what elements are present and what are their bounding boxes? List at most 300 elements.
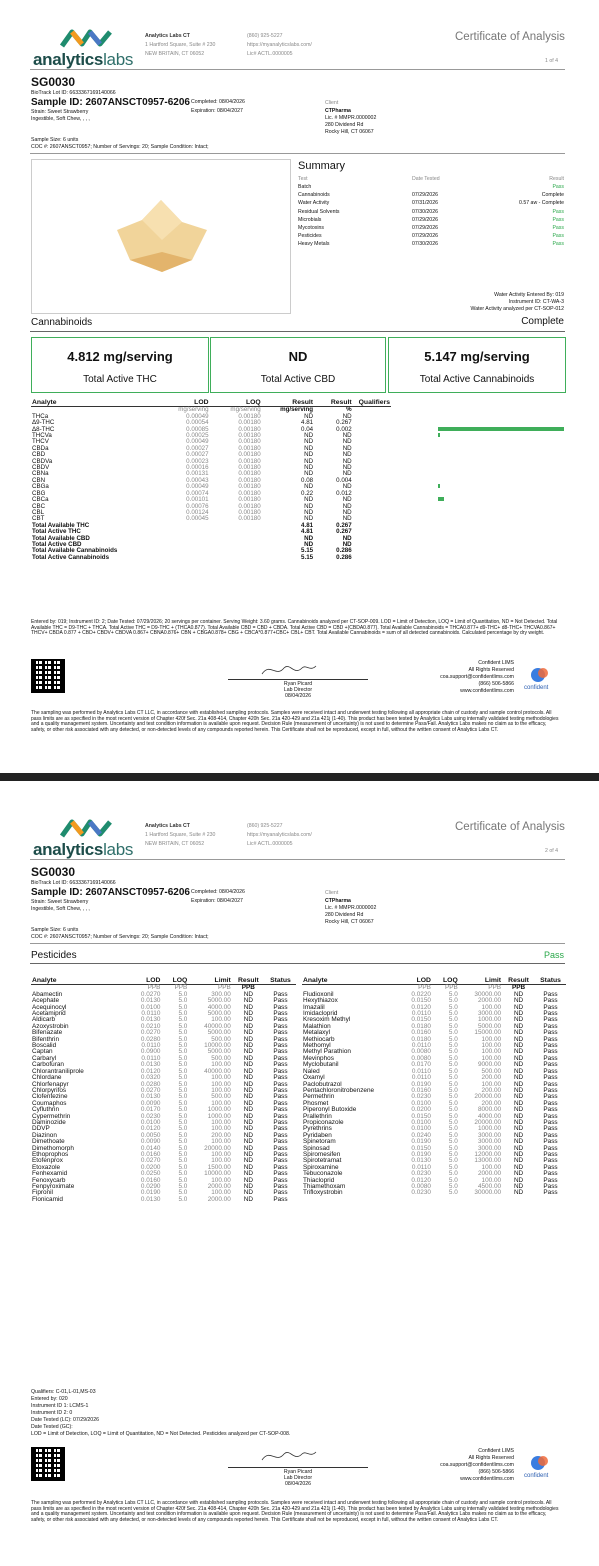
loq-value: 5.0 bbox=[448, 1061, 458, 1069]
status-value: Pass bbox=[273, 1170, 288, 1178]
status-value: Pass bbox=[543, 1125, 558, 1133]
loq-value: 5.0 bbox=[448, 990, 458, 998]
status-value: Pass bbox=[543, 1131, 558, 1139]
lod-value: 0.0130 bbox=[140, 1093, 161, 1101]
lab-name: Analytics Labs CT bbox=[145, 823, 190, 829]
cannabinoid-bar bbox=[438, 427, 564, 431]
loq-value: 5.0 bbox=[448, 1010, 458, 1018]
limit-value: 500.00 bbox=[211, 1035, 231, 1043]
analyte-name: Fenoxycarb bbox=[32, 1176, 66, 1184]
total-name: Total Available THC bbox=[32, 521, 90, 529]
status-value: Pass bbox=[543, 1183, 558, 1190]
analyte-name: CBDVa bbox=[32, 457, 53, 465]
loq-value: 5.0 bbox=[448, 1170, 458, 1178]
result-mg: ND bbox=[304, 438, 314, 446]
status-value: Pass bbox=[273, 1093, 288, 1101]
lod-value: 0.00101 bbox=[186, 496, 209, 504]
client-label: Client bbox=[325, 100, 339, 106]
doc-title: Certificate of Analysis bbox=[455, 821, 565, 833]
result-value: ND bbox=[243, 1106, 253, 1114]
lod-value: 0.0170 bbox=[140, 1106, 161, 1114]
status-value: Pass bbox=[273, 1074, 288, 1082]
loq-value: 0.00180 bbox=[238, 476, 261, 484]
loq-value: 5.0 bbox=[178, 1099, 188, 1107]
strain: Strain: Sweet Strawberry bbox=[31, 899, 89, 905]
status-value: Pass bbox=[543, 1054, 558, 1062]
status-value: Pass bbox=[543, 1189, 558, 1197]
status-value: Pass bbox=[273, 990, 288, 998]
confident-email[interactable]: coa.support@confidentlims.com bbox=[440, 674, 514, 680]
total-active-cannabinoids-box bbox=[388, 337, 566, 393]
analyte-name: Thiamethoxam bbox=[303, 1183, 346, 1190]
analyte-name: Permethrin bbox=[303, 1093, 335, 1101]
table-units-row bbox=[302, 985, 566, 992]
result-mg: ND bbox=[304, 444, 314, 452]
result-pct: 0.002 bbox=[336, 425, 352, 433]
total-active-thc-value: 4.812 mg/serving bbox=[67, 349, 173, 364]
confident-email[interactable]: coa.support@confidentlims.com bbox=[440, 1462, 514, 1468]
lod-value: 0.0090 bbox=[140, 1099, 161, 1107]
sample-type: Ingestible, Soft Chew, , , , bbox=[31, 116, 90, 122]
result-pct: ND bbox=[342, 496, 352, 504]
cannabinoids-title: Cannabinoids bbox=[31, 317, 93, 328]
status-value: Pass bbox=[273, 1035, 288, 1043]
limit-value: 20000.00 bbox=[474, 1118, 502, 1126]
analyte-name: Acetamiprid bbox=[32, 1010, 66, 1018]
coa-page-2 bbox=[0, 790, 599, 1566]
sample-code: SG0030 bbox=[31, 865, 76, 879]
table-header-row bbox=[31, 978, 296, 985]
result-pct: ND bbox=[342, 470, 352, 478]
column-header: Result bbox=[232, 978, 265, 985]
signer-title: Lab Director bbox=[283, 687, 313, 693]
lab-license: Lic# ACTL.0000005 bbox=[247, 51, 293, 57]
lod-value: 0.0230 bbox=[411, 1093, 431, 1101]
lod-value: 0.0110 bbox=[411, 1067, 431, 1075]
result-value: ND bbox=[513, 1010, 524, 1018]
loq-value: 5.0 bbox=[448, 1125, 458, 1133]
limit-value: 5000.00 bbox=[207, 1029, 231, 1037]
analyte-name: Ethoprophos bbox=[32, 1150, 69, 1158]
lod-value: 0.0170 bbox=[411, 1061, 431, 1069]
result-pct: ND bbox=[342, 432, 352, 440]
loq-value: 5.0 bbox=[178, 1170, 188, 1178]
status-value: Pass bbox=[273, 997, 288, 1005]
result-mg: ND bbox=[304, 457, 314, 465]
result-pct: ND bbox=[342, 502, 352, 510]
loq-value: 5.0 bbox=[448, 1093, 458, 1101]
result-pct: ND bbox=[342, 412, 352, 420]
loq-value: 5.0 bbox=[178, 1016, 188, 1024]
limit-value: 3000.00 bbox=[477, 1138, 502, 1146]
sample-type: Ingestible, Soft Chew, , , , bbox=[31, 906, 90, 912]
lod-value: 0.00023 bbox=[186, 457, 209, 465]
result-value: ND bbox=[513, 1170, 524, 1178]
lod-value: 0.0900 bbox=[140, 1048, 161, 1056]
result-value: ND bbox=[243, 1080, 253, 1088]
column-header: Result bbox=[262, 400, 314, 407]
loq-value: 5.0 bbox=[448, 1150, 458, 1158]
lod-value: 0.00049 bbox=[186, 438, 209, 446]
summary-result: Pass bbox=[552, 233, 564, 240]
total-name: Total Active Cannabinoids bbox=[32, 553, 110, 561]
limit-value: 100.00 bbox=[211, 1138, 231, 1146]
loq-value: 5.0 bbox=[448, 1029, 458, 1037]
result-value: ND bbox=[513, 1106, 524, 1114]
summary-date: 07/30/2026 bbox=[412, 208, 438, 215]
status-value: Pass bbox=[543, 1048, 558, 1056]
result-value: ND bbox=[243, 1086, 253, 1094]
confident-logo-icon bbox=[530, 666, 550, 684]
loq-value: 5.0 bbox=[178, 1144, 188, 1152]
sample-id: Sample ID: 2607ANSCT0957-6206 bbox=[31, 97, 190, 108]
summary-result: Complete bbox=[541, 192, 564, 199]
confident-line2: All Rights Reserved bbox=[468, 1455, 514, 1461]
column-header: Result bbox=[502, 978, 535, 985]
cannabinoid-notes: Entered by: 019; Instrument ID: 2; Date Tested: 07/29/2026; 20 servings per container. Serving Weight: 3.60 grams. Cannabinoids analyzed per CT-SOP-009. LOD = Limit of Detection, LOQ = Limit of Quantitation, ND = Not Detected. Total Available THC = D9-THC + THCA. Total Active THC = D9-THC + (THCA0.877). Total Available CBD = CBD + CBDA. Total Active CBD = CBD +(CBDA0.877). Total Available Cannabinoids = THCA0.877+ d9-THC+ d8-THC+ THCVA0.867+ THCV+ CBDA 0.877 + CBD+ CBDV+ CBDVA 0.867+ CBNA0.876+ CBN + CBGA0.878+ CBG + CBCA*0.877+CBC+ CBL+ CBT. Total Available Cannabinoids = sum of all detected cannabinoids. Calculated percentage by dry weight. bbox=[31, 619, 558, 637]
lod-value: 0.0220 bbox=[411, 990, 431, 998]
signature-date: 08/04/2026 bbox=[285, 1481, 311, 1487]
loq-value: 5.0 bbox=[448, 1118, 458, 1126]
lod-value: 0.0200 bbox=[140, 1163, 161, 1171]
total-mg: ND bbox=[304, 540, 314, 548]
analyte-name: Pentachloronitrobenzene bbox=[303, 1086, 375, 1094]
loq-value: 5.0 bbox=[178, 1022, 188, 1030]
analyte-name: Imidacloprid bbox=[303, 1010, 338, 1018]
lod-value: 0.0230 bbox=[411, 1170, 431, 1178]
loq-value: 5.0 bbox=[448, 1099, 458, 1107]
lod-value: 0.00027 bbox=[186, 451, 209, 459]
column-header: Status bbox=[535, 978, 566, 985]
cannabinoid-table bbox=[31, 400, 391, 561]
status-value: Pass bbox=[273, 1080, 288, 1088]
lod-value: 0.0160 bbox=[140, 1150, 161, 1158]
sample-id: Sample ID: 2607ANSCT0957-6206 bbox=[31, 887, 190, 898]
summary-result: 0.57 aw - Complete bbox=[519, 200, 564, 207]
analyte-name: Spirotetramat bbox=[303, 1157, 342, 1165]
limit-value: 100.00 bbox=[481, 1003, 502, 1011]
analyte-name: Coumaphos bbox=[32, 1099, 67, 1107]
lod-value: 0.0140 bbox=[140, 1144, 161, 1152]
signer-name: Ryan Picard bbox=[283, 1469, 313, 1475]
lod-value: 0.0160 bbox=[411, 1086, 431, 1094]
status-value: Pass bbox=[543, 1112, 558, 1120]
column-header: LOD bbox=[157, 400, 209, 407]
status-value: Pass bbox=[273, 1003, 288, 1011]
table-units-row bbox=[31, 985, 296, 992]
limit-value: 100.00 bbox=[211, 1150, 231, 1158]
client-label: Client bbox=[325, 890, 339, 896]
status-value: Pass bbox=[543, 1061, 558, 1069]
pesticide-note-line: Instrument ID 2: 0 bbox=[31, 1410, 73, 1416]
result-value: ND bbox=[513, 1029, 524, 1037]
analyte-name: CBT bbox=[32, 515, 45, 523]
analyte-name: Propiconazole bbox=[303, 1118, 344, 1126]
total-mg: ND bbox=[304, 534, 314, 542]
summary-header-result: Result bbox=[549, 176, 564, 182]
result-pct: ND bbox=[342, 515, 352, 523]
analytics-labs-logo-icon bbox=[60, 28, 112, 48]
lod-value: 0.0270 bbox=[140, 1157, 161, 1165]
loq-value: 0.00180 bbox=[238, 432, 261, 440]
lod-value: 0.0190 bbox=[140, 1189, 161, 1197]
analyte-name: Aldicarb bbox=[32, 1016, 56, 1024]
lod-value: 0.0120 bbox=[411, 1176, 431, 1184]
status-value: Pass bbox=[273, 1138, 288, 1146]
lod-value: 0.0160 bbox=[411, 1029, 431, 1037]
result-value: ND bbox=[513, 997, 524, 1005]
limit-value: 3000.00 bbox=[477, 1010, 502, 1018]
lod-value: 0.0270 bbox=[140, 1086, 161, 1094]
loq-value: 5.0 bbox=[448, 997, 458, 1005]
lod-value: 0.0150 bbox=[411, 1144, 431, 1152]
analyte-name: CBC bbox=[32, 502, 46, 510]
table-units-row bbox=[31, 407, 391, 414]
limit-value: 20000.00 bbox=[204, 1144, 231, 1152]
status-value: Pass bbox=[273, 1189, 288, 1197]
analyte-name: Prallethrin bbox=[303, 1112, 332, 1120]
result-value: ND bbox=[513, 1093, 524, 1101]
result-mg: ND bbox=[304, 412, 314, 420]
lod-value: 0.0110 bbox=[411, 1010, 431, 1018]
status-value: Pass bbox=[273, 1150, 288, 1158]
column-header: Result bbox=[314, 400, 353, 407]
result-value: ND bbox=[513, 1099, 524, 1107]
status-value: Pass bbox=[543, 990, 558, 998]
limit-value: 100.00 bbox=[211, 1061, 231, 1069]
column-header: Analyte bbox=[302, 978, 395, 985]
limit-value: 40000.00 bbox=[204, 1067, 231, 1075]
analyte-name: Etofenprox bbox=[32, 1157, 63, 1165]
lod-value: 0.0130 bbox=[140, 1195, 161, 1203]
limit-value: 1000.00 bbox=[207, 1112, 231, 1120]
result-value: ND bbox=[243, 1042, 253, 1050]
lod-value: 0.0080 bbox=[411, 1183, 431, 1190]
water-activity-sop: Water Activity analyzed per CT-SOP-012 bbox=[470, 306, 564, 312]
loq-value: 5.0 bbox=[448, 1086, 458, 1094]
limit-value: 2000.00 bbox=[477, 1170, 502, 1178]
loq-value: 5.0 bbox=[178, 1138, 188, 1146]
result-pct: ND bbox=[342, 451, 352, 459]
result-mg: ND bbox=[304, 496, 314, 504]
result-value: ND bbox=[513, 1022, 524, 1030]
loq-value: 0.00180 bbox=[238, 412, 261, 420]
result-value: ND bbox=[243, 1150, 253, 1158]
analyte-name: Pyrethrins bbox=[303, 1125, 332, 1133]
limit-value: 40000.00 bbox=[204, 1022, 231, 1030]
lod-value: 0.0080 bbox=[411, 1054, 431, 1062]
status-value: Pass bbox=[543, 1086, 558, 1094]
confident-phone: (866) 506-5866 bbox=[478, 1469, 514, 1475]
result-value: ND bbox=[243, 1010, 253, 1018]
status-value: Pass bbox=[543, 997, 558, 1005]
summary-header-test: Test bbox=[298, 176, 308, 182]
limit-value: 5000.00 bbox=[477, 1022, 502, 1030]
loq-value: 0.00180 bbox=[238, 508, 261, 516]
loq-value: 5.0 bbox=[448, 1042, 458, 1050]
lod-value: 0.0290 bbox=[140, 1183, 161, 1190]
analyte-name: Trifloxystrobin bbox=[303, 1189, 343, 1197]
analyte-name: Chlorpyrifos bbox=[32, 1086, 67, 1094]
status-value: Pass bbox=[543, 1080, 558, 1088]
column-header: Limit bbox=[459, 978, 502, 985]
analyte-name: DDVP bbox=[32, 1125, 50, 1133]
completed-date: Completed: 08/04/2026 bbox=[191, 889, 245, 895]
result-value: ND bbox=[243, 1048, 253, 1056]
result-value: ND bbox=[243, 1061, 253, 1069]
analyte-name: Phosmet bbox=[303, 1099, 329, 1107]
result-value: ND bbox=[513, 990, 524, 998]
expiration-date: Expiration: 08/04/2027 bbox=[191, 898, 243, 904]
total-active-thc-box bbox=[31, 337, 209, 393]
column-header: LOD bbox=[395, 978, 432, 985]
limit-value: 100.00 bbox=[481, 1080, 502, 1088]
loq-value: 5.0 bbox=[178, 1003, 188, 1011]
status-value: Pass bbox=[543, 1016, 558, 1024]
loq-value: 5.0 bbox=[448, 1074, 458, 1082]
disclaimer: The sampling was performed by Analytics Labs CT LLC, in accordance with established sampling protocols. Samples were received intact and underwent testing following all appropriate chain of custody and sample control protocols. All pass limits are as specified in the most recent version of Chapter 420f Sec. 21a 408-414, Chapter 420h Sec. 21a 420-429 and 21a 421j (1-40). This product has been tested by Analytics Labs using internally validated testing methodologies and a quality management system. Uncertainty and test condition information is available upon request. Decision Rule (measurement of uncertainty) is not used to determine Pass/Fail. Analytics Labs makes no claim as to the efficacy, safety, or other risk associated with any detected, or non-detected levels of any compounds reported herein. This Certificate shall not be reproduced, except in full, without the written consent of Analytics Labs CT. bbox=[31, 1500, 559, 1523]
loq-value: 0.00180 bbox=[238, 438, 261, 446]
result-mg: ND bbox=[304, 483, 314, 491]
signature-icon bbox=[258, 660, 318, 680]
analyte-name: Bifenazate bbox=[32, 1029, 63, 1037]
result-value: ND bbox=[243, 1022, 253, 1030]
column-header-qualifiers: Qualifiers bbox=[353, 400, 391, 407]
pesticides-table-right bbox=[302, 978, 566, 1197]
lod-value: 0.0110 bbox=[411, 1042, 431, 1050]
client-name: CTPharma bbox=[325, 108, 351, 114]
client-address2: Rocky Hill, CT 06067 bbox=[325, 129, 374, 135]
limit-value: 15000.00 bbox=[474, 1029, 502, 1037]
result-value: ND bbox=[243, 1112, 253, 1120]
page-number: 2 of 4 bbox=[545, 848, 558, 854]
doc-title: Certificate of Analysis bbox=[455, 31, 565, 43]
summary-test: Water Activity bbox=[298, 200, 330, 207]
limit-value: 13000.00 bbox=[474, 1157, 502, 1165]
client-name: CTPharma bbox=[325, 898, 351, 904]
analyte-name: Bifenthrin bbox=[32, 1035, 59, 1043]
qr-code-icon bbox=[31, 1447, 65, 1481]
limit-value: 30000.00 bbox=[474, 990, 502, 998]
total-row bbox=[31, 555, 391, 561]
lab-website: https://myanalyticslabs.com/ bbox=[247, 42, 312, 48]
lab-phone: (860) 925-5227 bbox=[247, 823, 283, 829]
analyte-name: Malathion bbox=[303, 1022, 331, 1030]
loq-value: 5.0 bbox=[448, 1048, 458, 1056]
status-value: Pass bbox=[273, 1176, 288, 1184]
limit-value: 200.00 bbox=[211, 1131, 231, 1139]
column-header: LOQ bbox=[161, 978, 188, 985]
loq-value: 5.0 bbox=[448, 1157, 458, 1165]
result-value: ND bbox=[513, 1042, 524, 1050]
cannabinoid-bar bbox=[438, 433, 440, 437]
status-value: Pass bbox=[273, 1131, 288, 1139]
loq-value: 5.0 bbox=[178, 1189, 188, 1197]
total-pct: ND bbox=[342, 534, 352, 542]
result-value: ND bbox=[513, 1125, 524, 1133]
result-value: ND bbox=[243, 1093, 253, 1101]
result-value: ND bbox=[513, 1067, 524, 1075]
result-mg: ND bbox=[304, 508, 314, 516]
limit-value: 4000.00 bbox=[477, 1112, 502, 1120]
result-value: ND bbox=[513, 1150, 524, 1158]
confident-website[interactable]: www.confidentlims.com bbox=[460, 1476, 514, 1482]
lod-value: 0.0110 bbox=[141, 1010, 161, 1018]
unit-label: PPB bbox=[418, 984, 431, 992]
result-value: ND bbox=[243, 1144, 253, 1152]
result-value: ND bbox=[513, 1061, 524, 1069]
limit-value: 100.00 bbox=[211, 1016, 231, 1024]
sample-code: SG0030 bbox=[31, 75, 76, 89]
limit-value: 200.00 bbox=[481, 1086, 502, 1094]
limit-value: 3000.00 bbox=[477, 1131, 502, 1139]
result-value: ND bbox=[513, 1016, 524, 1024]
analyte-name: Flonicamid bbox=[32, 1195, 63, 1203]
analyte-name: Clofentezine bbox=[32, 1093, 68, 1101]
expiration-date: Expiration: 08/04/2027 bbox=[191, 108, 243, 114]
total-mg: 4.81 bbox=[301, 521, 314, 529]
result-value: ND bbox=[513, 1080, 524, 1088]
analyte-name: Methyl Parathion bbox=[303, 1048, 351, 1056]
result-mg: 0.22 bbox=[301, 489, 314, 497]
lod-value: 0.0250 bbox=[140, 1170, 161, 1178]
status-value: Pass bbox=[543, 1003, 558, 1011]
limit-value: 100.00 bbox=[211, 1125, 231, 1133]
result-pct: 0.267 bbox=[336, 419, 352, 427]
summary-date: 07/29/2026 bbox=[412, 233, 438, 240]
loq-value: 0.00180 bbox=[238, 419, 261, 427]
limit-value: 9000.00 bbox=[477, 1061, 502, 1069]
loq-value: 5.0 bbox=[448, 1112, 458, 1120]
result-pct: 0.012 bbox=[336, 489, 352, 497]
limit-value: 100.00 bbox=[481, 1176, 502, 1184]
result-value: ND bbox=[243, 1176, 253, 1184]
result-value: ND bbox=[243, 1035, 253, 1043]
loq-value: 5.0 bbox=[448, 1131, 458, 1139]
status-value: Pass bbox=[273, 1125, 288, 1133]
result-value: ND bbox=[243, 1029, 253, 1037]
analyte-name: Abamectin bbox=[32, 990, 63, 998]
result-value: ND bbox=[243, 1163, 253, 1171]
lod-value: 0.0160 bbox=[140, 1176, 161, 1184]
pesticides-table-left bbox=[31, 978, 296, 1203]
result-value: ND bbox=[243, 1195, 253, 1203]
pesticide-note-line: Date Tested (GC): bbox=[31, 1424, 73, 1430]
lod-value: 0.0190 bbox=[411, 1080, 431, 1088]
loq-value: 5.0 bbox=[178, 1176, 188, 1184]
summary-date: 07/30/2026 bbox=[412, 241, 438, 248]
analyte-name: Δ8-THC bbox=[32, 425, 55, 433]
limit-value: 2000.00 bbox=[207, 1195, 231, 1203]
result-value: ND bbox=[243, 990, 253, 998]
confident-website[interactable]: www.confidentlims.com bbox=[460, 688, 514, 694]
lod-value: 0.0130 bbox=[140, 1016, 161, 1024]
loq-value: 5.0 bbox=[178, 1112, 188, 1120]
analyte-name: Etoxazole bbox=[32, 1163, 61, 1171]
analyte-name: Fludioxonil bbox=[303, 990, 334, 998]
limit-value: 5000.00 bbox=[207, 997, 231, 1005]
analyte-name: CBDa bbox=[32, 444, 49, 452]
lab-name: Analytics Labs CT bbox=[145, 33, 190, 39]
summary-result: Pass bbox=[552, 225, 564, 231]
analyte-name: Mevinphos bbox=[303, 1054, 334, 1062]
status-value: Pass bbox=[543, 1042, 558, 1050]
loq-value: 5.0 bbox=[178, 1048, 188, 1056]
result-pct: ND bbox=[342, 508, 352, 516]
summary-date: 07/29/2026 bbox=[412, 216, 438, 223]
analyte-name: Piperonyl Butoxide bbox=[303, 1106, 357, 1114]
limit-value: 100.00 bbox=[481, 1163, 502, 1171]
